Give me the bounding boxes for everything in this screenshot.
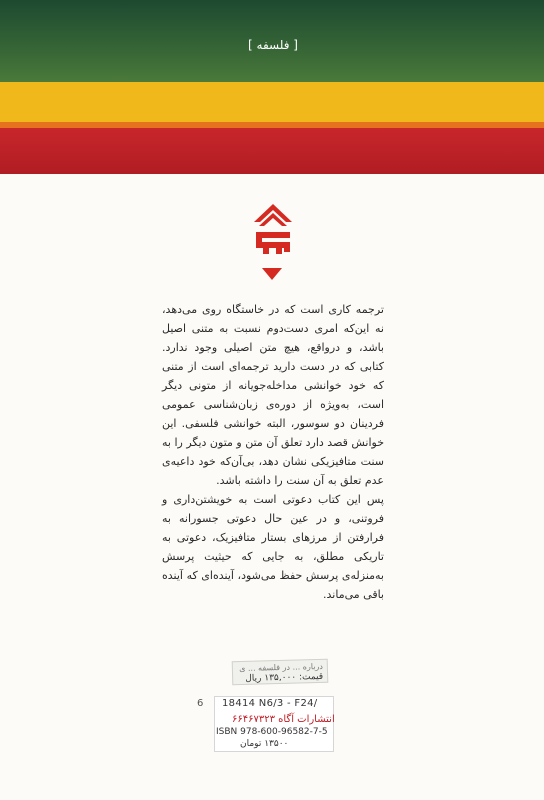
category-label: [ فلسفه ] [248,38,298,52]
down-triangle-icon [262,268,282,280]
catalog-leading-digit: 6 [197,698,204,709]
sticker-price: قیمت: ۱۳۵,۰۰۰ ریال [245,671,324,684]
publisher-logo-icon [250,200,296,258]
yellow-band [0,82,544,122]
price-line: ۱۳۵۰۰ تومان [240,739,289,749]
catalog-number: 18414 N6/3 - F24/ [222,698,318,709]
isbn: ISBN 978-600-96582-7-5 [216,727,328,737]
description-paragraph: پس این کتاب دعوتی است به خویشتن‌داری و فروتنی، و در عین حال دعوتی جسورانه به فرارفتن از مرزهای بستار متافیزیک، دعوتی به تاریکی مطلق، به جایی که حیثیت پرسش به‌منزله‌ی پرسش حفظ می‌شود، آینده‌ای که آینده باقی می‌ماند. [162,493,384,601]
description-paragraph: ترجمه کاری است که در خاستگاه روی می‌دهد، نه این‌که امری دست‌دوم نسبت به متنی اصیل باشد، و درواقع، هیچ متن اصیلی وجود ندارد. کتابی که در دست دارید ترجمه‌ای است از متنی که خود خوانشی مداخله‌جویانه از متونی دیگر است، به‌ویژه از دوره‌ی زبان‌شناسی عمومی فردینان دو سوسور، البته خوانشی فلسفی. این خوانش قصد دارد تعلق آن متن و متون دیگر را به سنت متافیزیکی نشان دهد، بی‌آن‌که خود داعیه‌ی عدم تعلق به آن سنت را داشته باشد. [162,303,384,487]
description-text [162,300,384,604]
publisher-name: انتشارات آگاه ۶۶۴۶۷۳۲۳ [232,714,335,725]
red-band [0,128,544,174]
sticker-title: درباره ... در فلسفه ... ی [239,661,323,674]
price-sticker [232,659,329,686]
